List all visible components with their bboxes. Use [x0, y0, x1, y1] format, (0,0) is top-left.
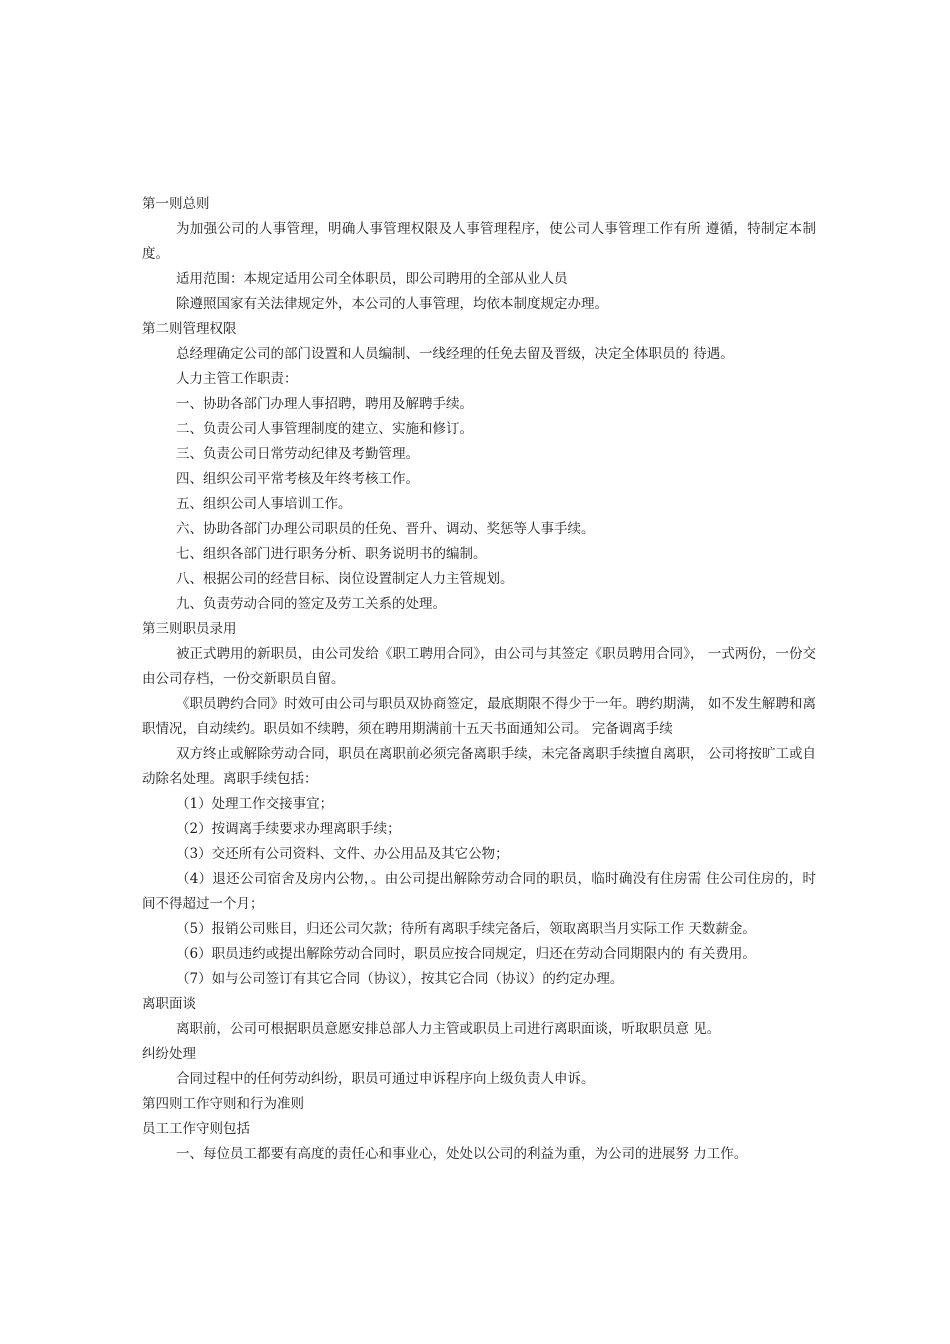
text-line: 四、组织公司平常考核及年终考核工作。	[176, 471, 419, 487]
text-line: （3）交还所有公司资料、文件、办公用品及其它公物；	[176, 846, 509, 862]
text-line: （7）如与公司签订有其它合同（协议），按其它合同（协议）的约定办理。	[176, 971, 624, 987]
text-line: 五、组织公司人事培训工作。	[176, 496, 352, 512]
paragraph: （4）退还公司宿舍及房内公物，。由公司提出解除劳动合同的职员，临时确没有住房需 住公司住房的，时间不得超过一个月；	[142, 871, 816, 912]
text-line: 二、负责公司人事管理制度的建立、实施和修订。	[176, 421, 473, 437]
text-line: 一、每位员工都要有高度的责任心和事业心，处处以公司的利益为重，为公司的进展努 力工作。	[176, 1146, 748, 1162]
text-line: 除遵照国家有关法律规定外，本公司的人事管理，均依本制度规定办理。	[176, 296, 608, 312]
paragraph: （6）职员违约或提出解除劳动合同时，职员应按合同规定，归还在劳动合同期限内的 有关费用。	[176, 946, 756, 962]
paragraph: （5）报销公司账目，归还公司欠款；待所有离职手续完备后，领取离职当月实际工作 天数薪金。	[176, 921, 756, 937]
section-heading: 第一则总则	[142, 196, 210, 212]
section-heading: 离职面谈	[142, 996, 196, 1012]
text-line: 三、负责公司日常劳动纪律及考勤管理。	[176, 446, 419, 462]
text-line: 七、组织各部门进行职务分析、职务说明书的编制。	[176, 546, 487, 562]
text-line: 合同过程中的任何劳动纠纷，职员可通过申诉程序向上级负责人申诉。	[176, 1071, 595, 1087]
text-line: 总经理确定公司的部门设置和人员编制、一线经理的任免去留及晋级，决定全体职员的 待遇。	[176, 346, 734, 362]
text-line: 六、协助各部门办理公司职员的任免、晋升、调动、奖惩等人事手续。	[176, 521, 595, 537]
section-heading: 第四则工作守则和行为准则	[142, 1096, 304, 1112]
text-line: 人力主管工作职责：	[176, 371, 298, 387]
paragraph: 为加强公司的人事管理，明确人事管理权限及人事管理程序，使公司人事管理工作有所 遵循，特制定本制度。	[142, 221, 816, 262]
text-line: （1）处理工作交接事宜；	[176, 796, 334, 812]
text-line: 一、协助各部门办理人事招聘，聘用及解聘手续。	[176, 396, 473, 412]
text-line: 八、根据公司的经营目标、岗位设置制定人力主管规划。	[176, 571, 514, 587]
section-heading: 第三则职员录用	[142, 621, 237, 637]
text-line: 适用范围：本规定适用公司全体职员，即公司聘用的全部从业人员	[176, 271, 568, 287]
paragraph: 双方终止或解除劳动合同，职员在离职前必须完备离职手续，未完备离职手续擅自离职， 公司将按旷工或自动除名处理。离职手续包括：	[142, 746, 816, 787]
text-line: 九、负责劳动合同的签定及劳工关系的处理。	[176, 596, 446, 612]
text-line: （2）按调离手续要求办理离职手续；	[176, 821, 401, 837]
text-line: 离职前，公司可根据职员意愿安排总部人力主管或职员上司进行离职面谈，听取职员意 见。	[176, 1021, 721, 1037]
paragraph: 被正式聘用的新职员，由公司发给《职工聘用合同》，由公司与其签定《职员聘用合同》， 一式两份，一份交由公司存档，一份交新职员自留。	[142, 646, 816, 687]
document-body	[142, 192, 816, 1167]
section-heading: 纠纷处理	[142, 1046, 196, 1062]
section-heading: 第二则管理权限	[142, 321, 237, 337]
section-heading: 员工工作守则包括	[142, 1121, 250, 1137]
paragraph: 《职员聘约合同》时效可由公司与职员双协商签定，最底期限不得少于一年。聘约期满， 如不发生解聘和离职情况，自动续约。职员如不续聘，须在聘用期满前十五天书面通知公司。 完备调离手续	[142, 696, 816, 737]
